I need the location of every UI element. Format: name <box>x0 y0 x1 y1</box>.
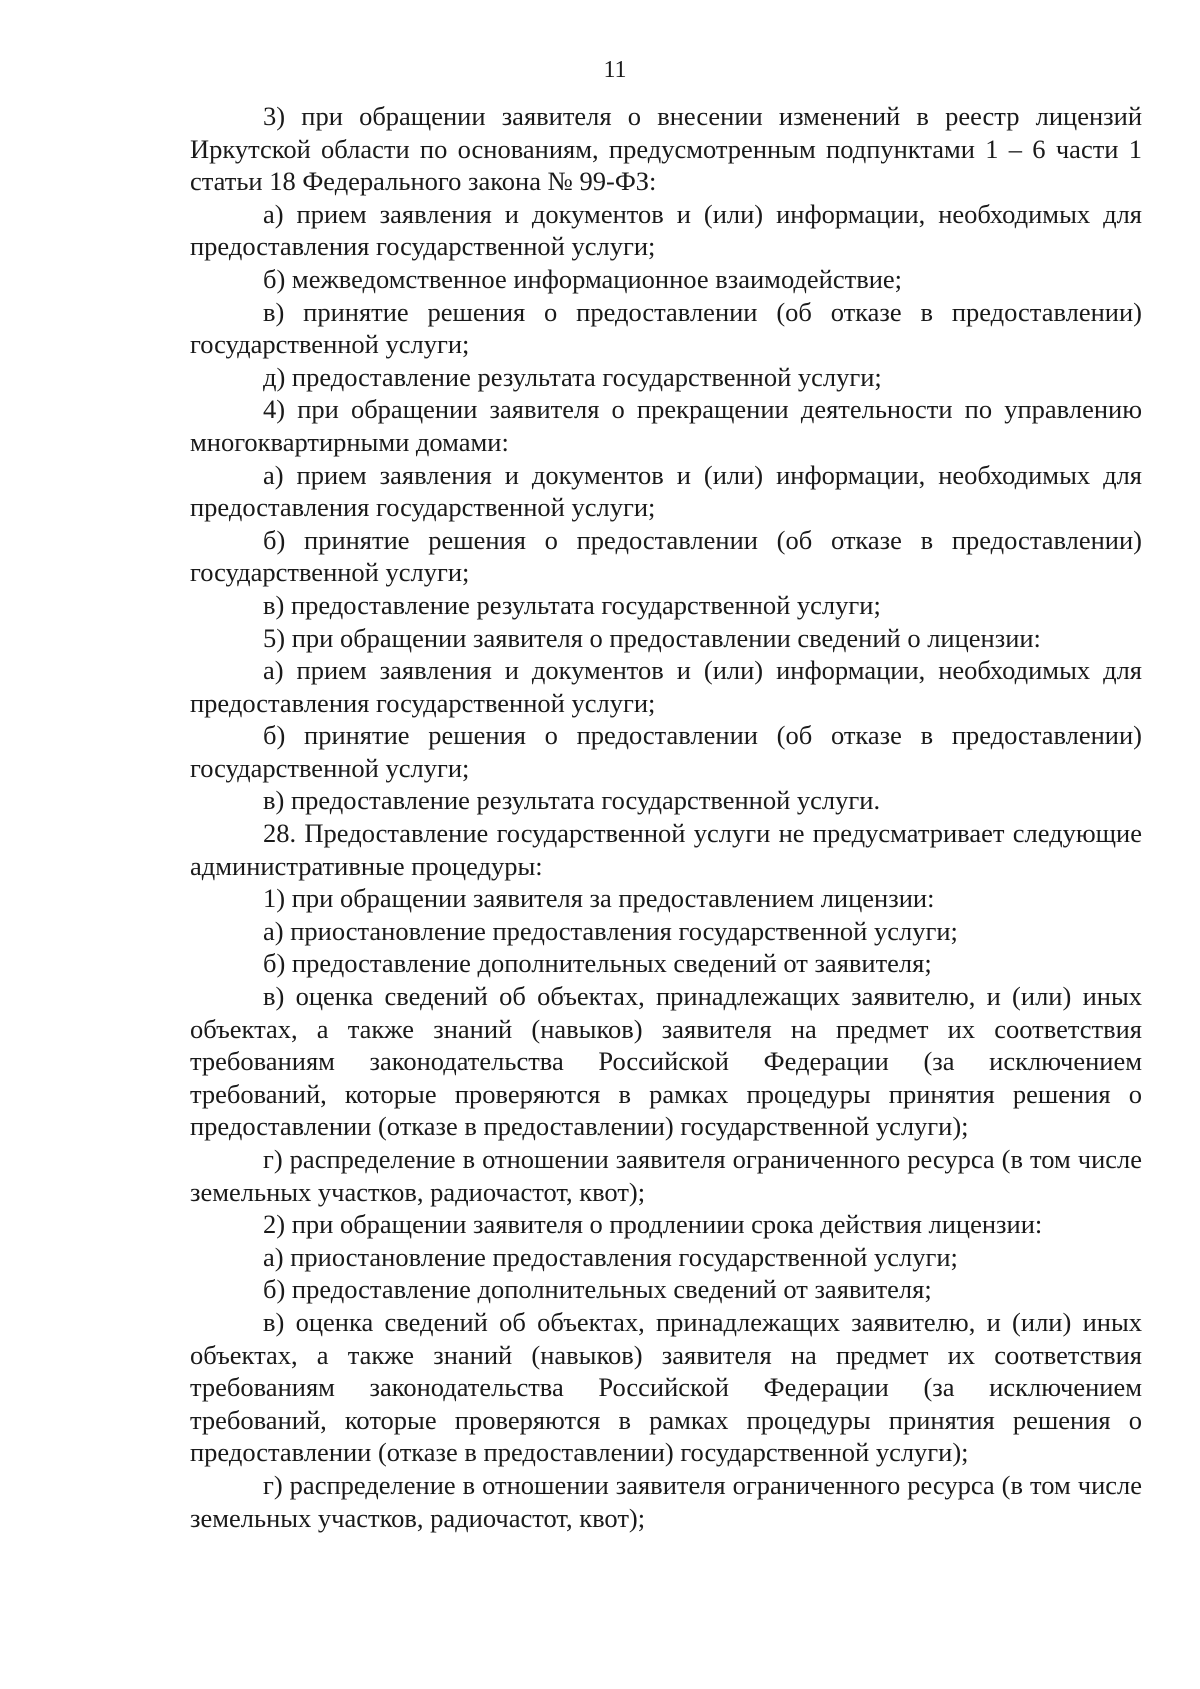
paragraph: г) распределение в отношении заявителя ограниченного ресурса (в том числе земельных участков, радиочастот, квот); <box>190 1144 1142 1207</box>
paragraph: б) предоставление дополнительных сведений от заявителя; <box>263 1274 932 1305</box>
paragraph: 2) при обращении заявителя о продлениии срока действия лицензии: <box>263 1209 1043 1240</box>
document-body <box>190 100 1142 1534</box>
paragraph: в) предоставление результата государственной услуги. <box>263 785 881 816</box>
paragraph: 4) при обращении заявителя о прекращении деятельности по управлению многоквартирными домами: <box>190 394 1142 457</box>
paragraph: в) предоставление результата государственной услуги; <box>263 589 881 620</box>
paragraph: б) принятие решения о предоставлении (об отказе в предоставлении) государственной услуги; <box>190 720 1142 783</box>
paragraph: в) оценка сведений об объектах, принадлежащих заявителю, и (или) иных объектах, а также знаний (навыков) заявителя на предмет их соответствия требованиям законодательства Российской Федерации (за исключением требований, которые проверяются в рамках процедуры принятия решения о предоставлении (отказе в предоставлении) государственной услуги); <box>190 1306 1142 1468</box>
paragraph: а) прием заявления и документов и (или) информации, необходимых для предоставления государственной услуги; <box>190 655 1142 718</box>
paragraph: 5) при обращении заявителя о предоставлении сведений о лицензии: <box>263 622 1041 653</box>
paragraph: в) принятие решения о предоставлении (об отказе в предоставлении) государственной услуги; <box>190 296 1142 360</box>
paragraph: б) предоставление дополнительных сведений от заявителя; <box>263 948 932 979</box>
paragraph: б) межведомственное информационное взаимодействие; <box>263 263 903 294</box>
page-number: 11 <box>603 57 627 83</box>
paragraph: д) предоставление результата государственной услуги; <box>263 361 882 392</box>
paragraph: 1) при обращении заявителя за предоставлением лицензии: <box>263 883 935 914</box>
paragraph: 3) при обращении заявителя о внесении изменений в реестр лицензий Иркутской области по основаниям, предусмотренным подпунктами 1 – 6 части 1 статьи 18 Федерального закона № 99-ФЗ: <box>190 101 1142 197</box>
paragraph: а) прием заявления и документов и (или) информации, необходимых для предоставления государственной услуги; <box>190 459 1142 523</box>
paragraph: 28. Предоставление государственной услуги не предусматривает следующие административные процедуры: <box>190 818 1142 881</box>
paragraph: а) приостановление предоставления государственной услуги; <box>263 915 958 946</box>
paragraph: б) принятие решения о предоставлении (об отказе в предоставлении) государственной услуги; <box>190 524 1142 588</box>
paragraph: а) прием заявления и документов и (или) информации, необходимых для предоставления государственной услуги; <box>190 198 1142 262</box>
paragraph: а) приостановление предоставления государственной услуги; <box>263 1241 958 1272</box>
paragraph: в) оценка сведений об объектах, принадлежащих заявителю, и (или) иных объектах, а также знаний (навыков) заявителя на предмет их соответствия требованиям законодательства Российской Федерации (за исключением требований, которые проверяются в рамках процедуры принятия решения о предоставлении (отказе в предоставлении) государственной услуги); <box>190 981 1142 1142</box>
paragraph: г) распределение в отношении заявителя ограниченного ресурса (в том числе земельных участков, радиочастот, квот); <box>190 1469 1142 1533</box>
